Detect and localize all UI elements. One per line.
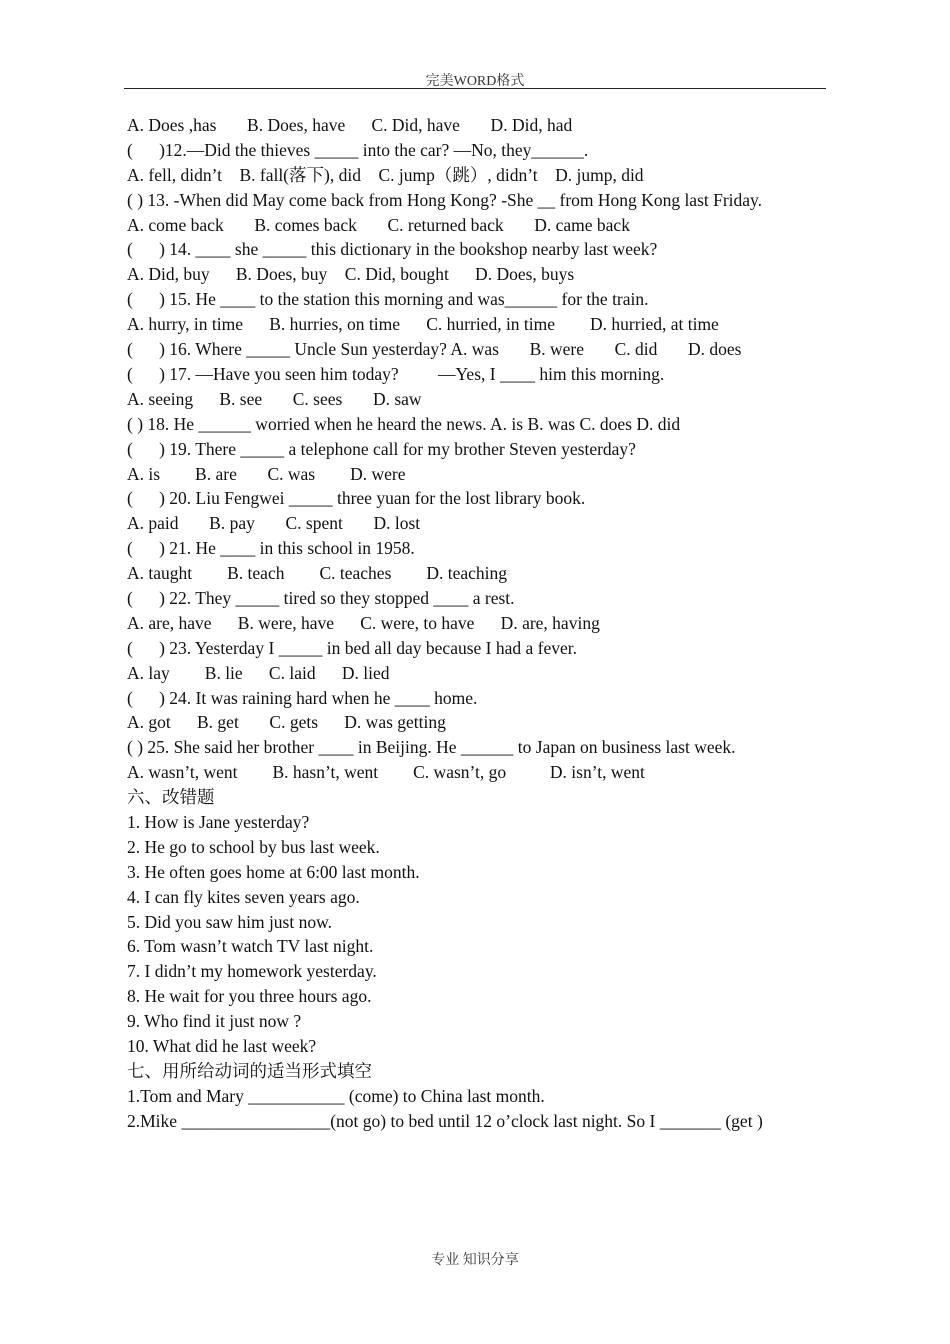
question-25: ( ) 25. She said her brother ____ in Beijing. He ______ to Japan on business last week. xyxy=(127,737,736,758)
text-line: A. fell, didn’t B. fall(落下), did C. jump（跳）, didn’t D. jump, did xyxy=(127,164,644,185)
question-19: ( ) 19. There _____ a telephone call for my brother Steven yesterday? xyxy=(127,438,636,459)
text-line: A. Did, buy B. Does, buy C. Did, bought D. Does, buys xyxy=(127,264,575,285)
text-line: A. seeing B. see C. sees D. saw xyxy=(127,388,422,409)
text-line: A. Does ,has B. Does, have C. Did, have D. Did, had xyxy=(127,115,573,135)
text-line: A. got B. get C. gets D. was getting xyxy=(127,712,446,733)
text-line: A. lay B. lie C. laid D. lied xyxy=(127,662,390,683)
text-line: A. paid B. pay C. spent D. lost xyxy=(127,513,421,534)
question-13: ( ) 13. -When did May come back from Hong Kong? -She __ from Hong Kong last Friday. xyxy=(127,189,763,210)
question-24: ( ) 24. It was raining hard when he ____ home. xyxy=(127,687,478,708)
section-heading: 六、改错题 xyxy=(127,787,215,808)
page-header: 完美WORD格式 xyxy=(425,74,525,89)
list-item: 1.Tom and Mary ___________ (come) to China last month. xyxy=(127,1085,545,1106)
list-item: 2.Mike _________________(not go) to bed until 12 o’clock last night. So I _______ (get ) xyxy=(127,1110,763,1131)
text-line: A. wasn’t, went B. hasn’t, went C. wasn’t, go D. isn’t, went xyxy=(127,762,645,783)
question-16: ( ) 16. Where _____ Uncle Sun yesterday? A. was B. were C. did D. does xyxy=(127,339,742,360)
question-14: ( ) 14. ____ she _____ this dictionary in the bookshop nearby last week? xyxy=(127,239,658,260)
list-item: 8. He wait for you three hours ago. xyxy=(127,986,372,1007)
text-line: A. are, have B. were, have C. were, to have D. are, having xyxy=(127,612,600,633)
list-item: 1. How is Jane yesterday? xyxy=(127,811,310,832)
question-21: ( ) 21. He ____ in this school in 1958. xyxy=(127,538,415,559)
list-item: 2. He go to school by bus last week. xyxy=(127,836,380,857)
text-line: A. is B. are C. was D. were xyxy=(127,463,406,484)
question-23: ( ) 23. Yesterday I _____ in bed all day because I had a fever. xyxy=(127,637,578,658)
page-footer: 专业 知识分享 xyxy=(431,1253,519,1268)
question-18: ( ) 18. He ______ worried when he heard the news. A. is B. was C. does D. did xyxy=(127,413,681,434)
list-item: 7. I didn’t my homework yesterday. xyxy=(127,961,377,982)
text-line: A. come back B. comes back C. returned back D. came back xyxy=(127,214,630,235)
header-rule xyxy=(124,88,826,89)
list-item: 3. He often goes home at 6:00 last month. xyxy=(127,861,420,882)
list-item: 9. Who find it just now ? xyxy=(127,1011,302,1032)
list-item: 6. Tom wasn’t watch TV last night. xyxy=(127,936,374,957)
question-22: ( ) 22. They _____ tired so they stopped ____ a rest. xyxy=(127,587,515,608)
question-12: ( )12.—Did the thieves _____ into the car? —No, they______. xyxy=(127,139,589,160)
list-item: 5. Did you saw him just now. xyxy=(127,911,332,932)
text-line: A. hurry, in time B. hurries, on time C. hurried, in time D. hurried, at time xyxy=(127,314,719,335)
question-15: ( ) 15. He ____ to the station this morning and was______ for the train. xyxy=(127,289,649,310)
question-17: ( ) 17. —Have you seen him today? —Yes, I ____ him this morning. xyxy=(127,363,665,384)
question-20: ( ) 20. Liu Fengwei _____ three yuan for the lost library book. xyxy=(127,488,586,509)
list-item: 10. What did he last week? xyxy=(127,1036,317,1056)
text-line: A. taught B. teach C. teaches D. teaching xyxy=(127,563,508,584)
document-body xyxy=(127,113,824,1134)
list-item: 4. I can fly kites seven years ago. xyxy=(127,886,360,907)
section-heading: 七、用所给动词的适当形式填空 xyxy=(127,1060,372,1081)
